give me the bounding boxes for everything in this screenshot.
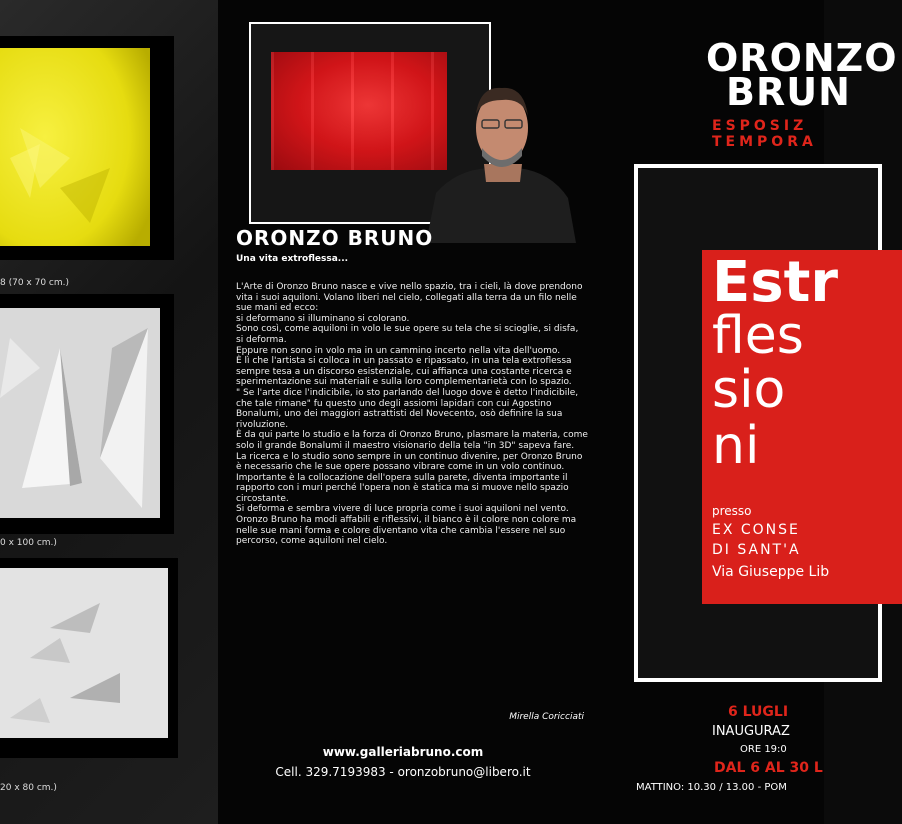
left-panel	[0, 0, 218, 824]
bio-paragraph: È lì che l'artista si colloca in un passato e ripassato, in una tela extroflessa sempre tesa a un discorso esistenziale, cui affianca una costante ricerca e sperimentazione sui materiali e sulla loro complementarietà con lo spazio.	[236, 356, 572, 388]
artist-name: ORONZO BRUNO	[236, 226, 434, 250]
exhibition-period: DAL 6 AL 30 L	[714, 760, 823, 776]
bio-paragraph: Eppure non sono in volo ma in un cammino incerto nella vita dell'uomo.	[236, 345, 561, 356]
artwork-frame-white-2	[0, 558, 178, 758]
bio-author: Mirella Coricciati	[509, 712, 584, 722]
bio-paragraph: Importante è la collocazione dell'opera sulla parete, diventa importante il rapporto con i muri perché l'opera non è statica ma si muove nello spazio circostante.	[236, 472, 569, 504]
bio-paragraph: " Se l'arte dice l'indicibile, io sto parlando del luogo dove è detto l'indicibile, che tale rimane" fu questo uno degli assiomi lapidari con cui Agostino Bonalumi, uno dei maggiori astrattisti del Novecento, osò definire la sua rivoluzione.	[236, 387, 579, 430]
artist-portrait	[426, 78, 576, 243]
exhibition-subtitle-line2: TEMPORA	[712, 134, 817, 150]
bio-paragraph: Oronzo Bruno ha modi affabili e riflessivi, il bianco è il colore non colore ma nelle sue mani forma e colore diventano vita che cambia l'essere nel suo percorso, come aquiloni nel cielo.	[236, 515, 577, 547]
bio-paragraph: si deformano si illuminano si colorano.	[236, 313, 410, 324]
red-artwork	[271, 52, 447, 170]
poster-address: Via Giuseppe Lib	[712, 564, 830, 580]
poster-presso: presso	[712, 504, 752, 518]
artwork-white-2	[0, 568, 168, 738]
inauguration-label: INAUGURAZ	[712, 724, 790, 739]
poster-title-line4: ni	[712, 416, 760, 476]
artist-subtitle: Una vita extroflessa...	[236, 254, 349, 264]
inauguration-time: ORE 19:0	[740, 744, 787, 755]
artwork-caption-3: 20 x 80 cm.)	[0, 783, 57, 793]
poster-venue-line1: EX CONSE	[712, 522, 800, 538]
contact-info: Cell. 329.7193983 - oronzobruno@libero.it	[275, 765, 531, 779]
artwork-frame-white-1	[0, 294, 174, 534]
poster-title-line2: fles	[712, 306, 804, 366]
poster-venue-line2: DI SANT'A	[712, 542, 801, 558]
right-panel	[606, 0, 898, 824]
bio-paragraph: È da qui parte lo studio e la forza di Oronzo Bruno, plasmare la materia, come solo il grande Bonalumi il maestro visionario della tela "in 3D" sapeva fare.	[236, 430, 588, 451]
bio-paragraph: Si deforma e sembra vivere di luce propria come i suoi aquiloni nel vento.	[236, 504, 569, 515]
artwork-frame-yellow	[0, 36, 174, 260]
poster-title-line1: Estr	[712, 250, 838, 315]
website-link[interactable]: www.galleriabruno.com	[322, 745, 484, 759]
bio-paragraph: Sono così, come aquiloni in volo le sue opere su tela che si scioglie, si disfa, si deforma.	[236, 324, 579, 345]
exhibition-title-line2: BRUN	[726, 70, 851, 114]
bio-paragraph: La ricerca e lo studio sono sempre in un continuo divenire, per Oronzo Bruno è necessario che le sue opere possano vibrare come in un volo continuo.	[236, 451, 583, 473]
middle-panel	[218, 0, 606, 824]
exhibition-date: 6 LUGLI	[728, 704, 789, 720]
opening-hours: MATTINO: 10.30 / 13.00 - POM	[636, 782, 787, 793]
poster-title-line3: sio	[712, 360, 786, 420]
exhibition-subtitle-line1: ESPOSIZ	[712, 118, 808, 134]
artwork-caption-1: 8 (70 x 70 cm.)	[0, 278, 69, 288]
exhibition-poster	[702, 250, 902, 604]
artwork-white-1	[0, 308, 160, 518]
bio-paragraph: L'Arte di Oronzo Bruno nasce e vive nello spazio, tra i cieli, là dove prendono vita i suoi aquiloni. Volano liberi nel cielo, collegati alla terra da un filo nelle sue mani ed ecco:	[236, 282, 583, 314]
artwork-caption-2: 0 x 100 cm.)	[0, 538, 57, 548]
artwork-yellow	[0, 48, 150, 246]
artist-biography	[236, 282, 588, 547]
poster-frame	[634, 164, 882, 682]
exhibition-title-line1: ORONZO	[706, 36, 898, 80]
